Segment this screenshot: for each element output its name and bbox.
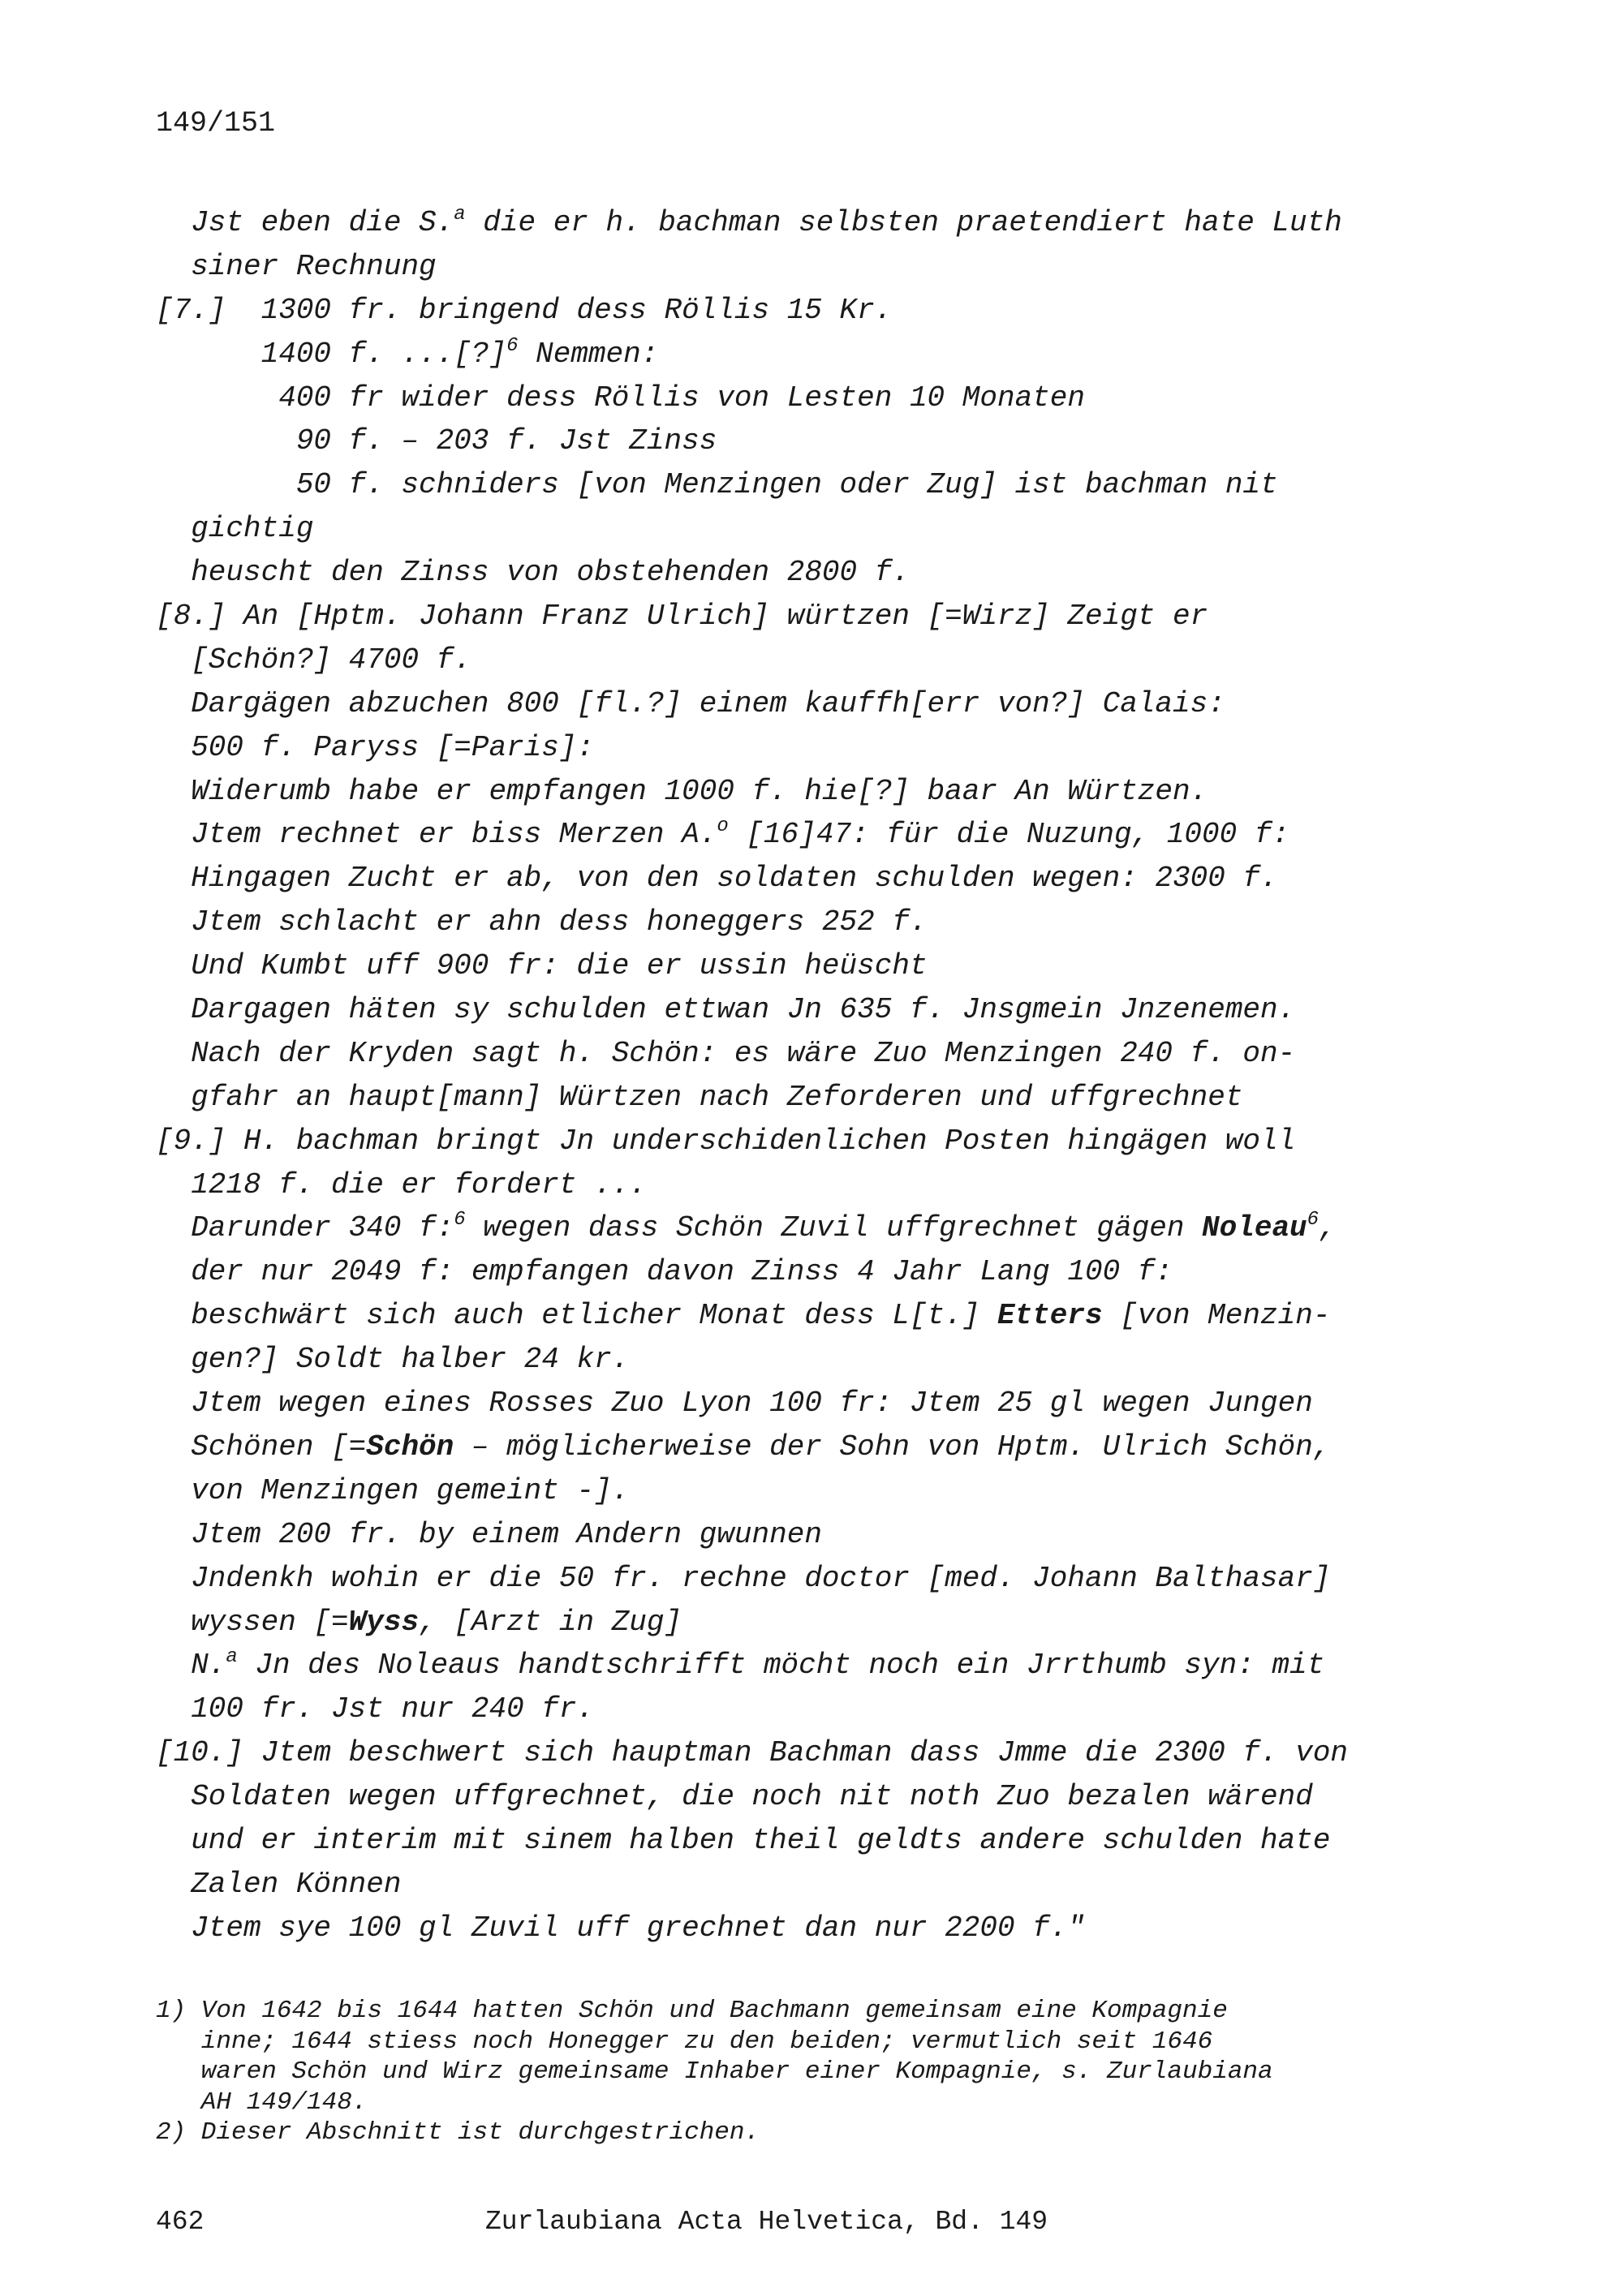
text-segment: wegen dass Schön Zuvil uffgrechnet gägen (465, 1211, 1203, 1245)
text-segment: Jtem rechnet er biss Merzen A. (156, 818, 717, 852)
text-segment: 400 fr wider dess Röllis von Lesten 10 Monaten (156, 381, 1085, 415)
text-segment: Nemmen: (518, 337, 659, 371)
transcription-body (156, 201, 1487, 1950)
bold-name: Wyss (348, 1605, 420, 1639)
text-segment: beschwärt sich auch etlicher Monat dess L[t.] (156, 1299, 997, 1333)
text-line (156, 1032, 1487, 1076)
text-segment: [8.] An [Hptm. Johann Franz Ulrich] würtzen [=Wirz] Zeigt er (156, 600, 1208, 634)
text-line (156, 1469, 1487, 1513)
text-line (156, 1206, 1487, 1250)
text-segment: [9.] H. bachman bringt Jn underschidenlichen Posten hingägen woll (156, 1124, 1296, 1158)
text-segment: N. (156, 1649, 226, 1683)
text-line (156, 638, 1487, 682)
text-segment: Jtem 200 fr. by einem Andern gwunnen (156, 1517, 822, 1551)
text-line (156, 770, 1487, 814)
text-segment: [16]47: für die Nuzung, 1000 f: (728, 818, 1290, 852)
text-line (156, 988, 1487, 1032)
text-segment: Jtem sye 100 gl Zuvil uff grechnet dan nur 2200 f." (156, 1911, 1085, 1945)
text-line (156, 1907, 1487, 1950)
text-segment: Soldaten wegen uffgrechnet, die noch nit noth Zuo bezalen wärend (156, 1780, 1313, 1814)
text-line (156, 1513, 1487, 1557)
text-line (156, 1163, 1487, 1207)
text-line (156, 1120, 1487, 1163)
footnote-line: waren Schön und Wirz gemeinsame Inhaber einer Kompagnie, s. Zurlaubiana (156, 2057, 1273, 2086)
text-line (156, 1644, 1487, 1688)
text-line (156, 1688, 1487, 1731)
text-segment: Jn des Noleaus handtschrifft möcht noch ein Jrrthumb syn: mit (237, 1649, 1325, 1683)
text-line (156, 507, 1487, 551)
text-segment: 90 f. – 203 f. Jst Zinss (156, 424, 717, 458)
footnote-line: 1) Von 1642 bis 1644 hatten Schön und Bachmann gemeinsam eine Kompagnie (156, 1997, 1228, 2025)
text-segment: – möglicherweise der Sohn von Hptm. Ulrich Schön, (454, 1430, 1331, 1464)
text-segment: [7.] 1300 fr. bringend dess Röllis 15 Kr. (156, 293, 893, 327)
text-line (156, 289, 1487, 333)
text-segment: 1218 f. die er fordert ... (156, 1167, 647, 1202)
text-segment: 1400 f. ...[?] (156, 337, 507, 371)
text-segment: Hingagen Zucht er ab, von den soldaten schulden wegen: 2300 f. (156, 862, 1278, 896)
text-line (156, 857, 1487, 901)
text-line (156, 1601, 1487, 1645)
text-segment: 100 fr. Jst nur 240 fr. (156, 1692, 595, 1726)
text-segment: und er interim mit sinem halben theil geldts andere schulden hate (156, 1823, 1331, 1857)
text-segment: siner Rechnung (156, 249, 437, 283)
text-line (156, 245, 1487, 289)
superscript-mark: a (454, 204, 466, 226)
text-line (156, 1775, 1487, 1819)
bold-name: Etters (997, 1299, 1103, 1333)
text-line (156, 1731, 1487, 1775)
text-segment: Und Kumbt uff 900 fr: die er ussin heüscht (156, 949, 928, 983)
text-segment: Dargagen häten sy schulden ettwan Jn 635 f. Jnsgmein Jnzenemen. (156, 993, 1296, 1027)
text-segment: Dargägen abzuchen 800 [fl.?] einem kauffh[err von?] Calais: (156, 686, 1225, 720)
text-line (156, 682, 1487, 726)
text-segment: die er h. bachman selbsten praetendiert hate Luth (465, 206, 1342, 239)
text-segment: 500 f. Paryss [=Paris]: (156, 730, 595, 764)
text-line (156, 901, 1487, 944)
bold-name: Schön (366, 1430, 454, 1464)
footnote-line: 2) Dieser Abschnitt ist durchgestrichen. (156, 2118, 760, 2147)
text-line (156, 944, 1487, 988)
text-segment: , (1319, 1211, 1337, 1245)
superscript-mark: 6 (454, 1209, 466, 1232)
footnote-line: AH 149/148. (156, 2087, 368, 2117)
text-line (156, 333, 1487, 376)
text-segment: Widerumb habe er empfangen 1000 f. hie[?] baar An Würtzen. (156, 774, 1208, 808)
text-line (156, 1250, 1487, 1294)
text-segment: gfahr an haupt[mann] Würtzen nach Zeforderen und uffgrechnet (156, 1080, 1243, 1114)
text-line (156, 376, 1487, 420)
text-segment: Jndenkh wohin er die 50 fr. rechne doctor [med. Johann Balthasar] (156, 1561, 1331, 1595)
footnotes (156, 1996, 1487, 2148)
text-segment: gichtig (156, 512, 314, 546)
superscript-mark: 6 (1307, 1209, 1319, 1232)
text-segment: Schönen [= (156, 1430, 367, 1464)
text-line (156, 551, 1487, 595)
text-line (156, 813, 1487, 857)
text-line (156, 1863, 1487, 1907)
text-line (156, 1294, 1487, 1338)
text-segment: Nach der Kryden sagt h. Schön: es wäre Zuo Menzingen 240 f. on- (156, 1036, 1296, 1070)
bold-name: Noleau (1202, 1211, 1307, 1245)
superscript-mark: o (717, 815, 729, 838)
text-segment: [10.] Jtem beschwert sich hauptman Bachman dass Jmme die 2300 f. von (156, 1736, 1349, 1770)
text-segment: , [Arzt in Zug] (419, 1605, 682, 1639)
text-line (156, 1076, 1487, 1120)
footer-publication-title: Zurlaubiana Acta Helvetica, Bd. 149 (485, 2207, 1048, 2237)
text-line (156, 595, 1487, 638)
text-segment: Zalen Können (156, 1867, 402, 1901)
text-segment: wyssen [= (156, 1605, 349, 1639)
text-line (156, 1382, 1487, 1425)
superscript-mark: 6 (506, 334, 519, 357)
text-segment: [von Menzin- (1102, 1299, 1331, 1333)
text-segment: 50 f. schniders [von Menzingen oder Zug] ist bachman nit (156, 468, 1278, 502)
text-segment: von Menzingen gemeint -]. (156, 1473, 630, 1507)
text-segment: [Schön?] 4700 f. (156, 643, 471, 677)
text-line (156, 1819, 1487, 1863)
text-line (156, 726, 1487, 770)
text-segment: Darunder 340 f: (156, 1211, 454, 1245)
text-line (156, 463, 1487, 507)
text-segment: Jtem schlacht er ahn dess honeggers 252 f. (156, 905, 928, 939)
footer-page-number: 462 (156, 2207, 204, 2237)
superscript-mark: a (226, 1646, 238, 1669)
page-header-reference: 149/151 (156, 107, 276, 140)
text-line (156, 201, 1487, 245)
text-line (156, 1425, 1487, 1469)
text-line (156, 1557, 1487, 1601)
text-segment: gen?] Soldt halber 24 kr. (156, 1343, 630, 1377)
text-line (156, 419, 1487, 463)
footnote-line: inne; 1644 stiess noch Honegger zu den beiden; vermutlich seit 1646 (156, 2027, 1213, 2056)
text-line (156, 1338, 1487, 1382)
text-segment: heuscht den Zinss von obstehenden 2800 f. (156, 556, 910, 590)
text-segment: der nur 2049 f: empfangen davon Zinss 4 Jahr Lang 100 f: (156, 1255, 1173, 1289)
text-segment: Jst eben die S. (156, 206, 454, 239)
text-segment: Jtem wegen eines Rosses Zuo Lyon 100 fr: Jtem 25 gl wegen Jungen (156, 1387, 1313, 1421)
